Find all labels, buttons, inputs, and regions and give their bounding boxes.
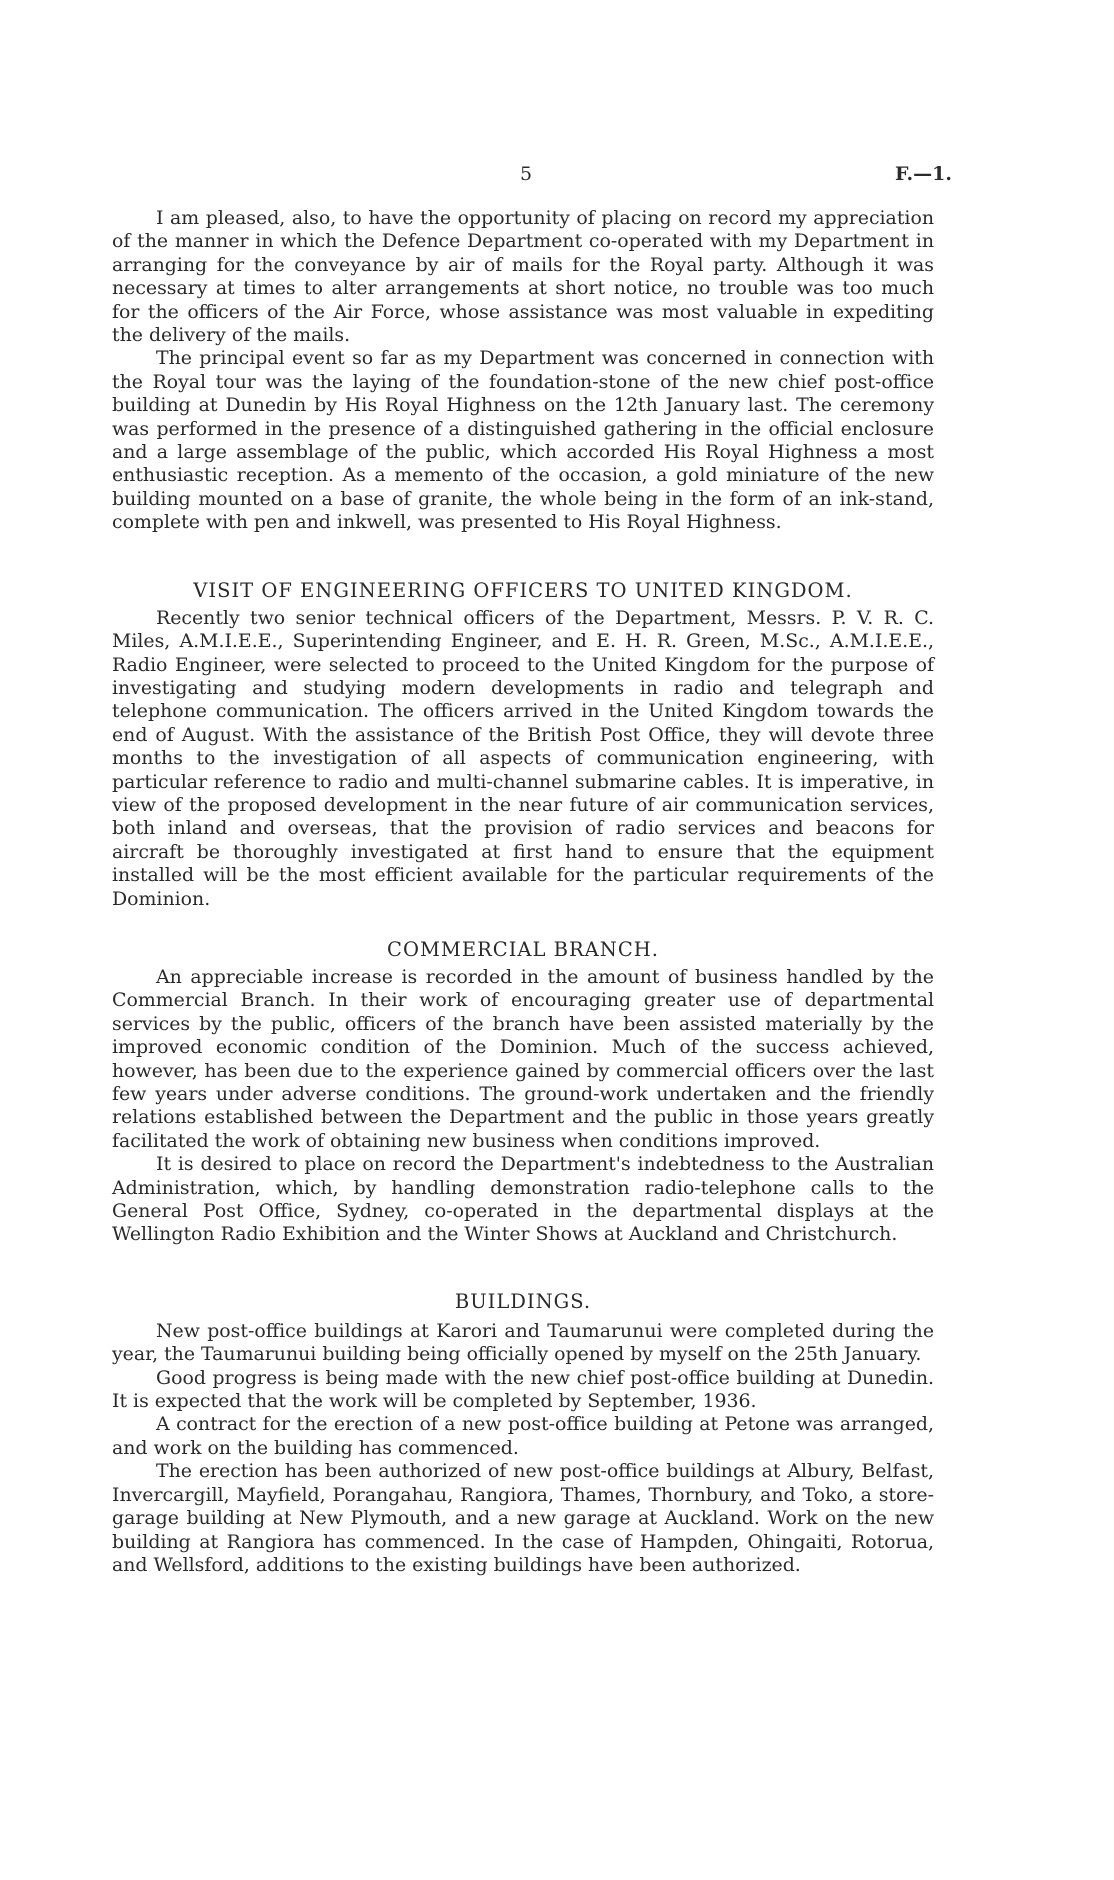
page-header bbox=[0, 163, 1114, 193]
paragraph: The principal event so far as my Department was concerned in connection with the Royal tour was the laying of the foundation-stone of the new chief post-office building at Dunedin by His Royal Highness on the 12th January last. The ceremony was performed in the presence of a distinguished gathering in the official enclosure and a large assemblage of the public, which accorded His Royal Highness a most enthusiastic reception. As a memento of the occasion, a gold miniature of the new building mounted on a base of granite, the whole being in the form of an ink-stand, complete with pen and inkwell, was presented to His Royal Highness. bbox=[112, 347, 934, 534]
section-heading-visit: VISIT OF ENGINEERING OFFICERS TO UNITED KINGDOM. bbox=[193, 578, 853, 602]
section-heading-commercial: COMMERCIAL BRANCH. bbox=[387, 937, 659, 961]
page-number: 5 bbox=[520, 163, 533, 185]
document-reference: F.—1. bbox=[894, 163, 952, 185]
document-body bbox=[112, 207, 934, 1577]
paragraph: Good progress is being made with the new chief post-office building at Dunedin. It is expected that the work will be completed by September, 1936. bbox=[112, 1366, 934, 1413]
paragraph: New post-office buildings at Karori and Taumarunui were completed during the year, the Taumarunui building being officially opened by myself on the 25th January. bbox=[112, 1319, 934, 1366]
paragraph: An appreciable increase is recorded in the amount of business handled by the Commercial Branch. In their work of encouraging greater use of departmental services by the public, officers of the branch have been assisted materially by the improved economic condition of the Dominion. Much of the success achieved, however, has been due to the experience gained by commercial officers over the last few years under adverse conditions. The ground-work undertaken and the friendly relations established between the Department and the public in those years greatly facilitated the work of obtaining new business when conditions improved. bbox=[112, 965, 934, 1152]
section-heading-buildings: BUILDINGS. bbox=[454, 1289, 592, 1313]
paragraph: A contract for the erection of a new post-office building at Petone was arranged, and work on the building has commenced. bbox=[112, 1413, 934, 1459]
paragraph: Recently two senior technical officers of the Department, Messrs. P. V. R. C. Miles, A.M.I.E.E., Superintending Engineer, and E. H. R. Green, M.Sc., A.M.I.E.E., Radio Engineer, were selected to proceed to the United Kingdom for the purpose of investigating and studying modern developments in radio and telegraph and telephone communication. The officers arrived in the United Kingdom towards the end of August. With the assistance of the British Post Office, they will devote three months to the investigation of all aspects of communication engineering, with particular reference to radio and multi-channel submarine cables. It is imperative, in view of the proposed development in the near future of air communication services, both inland and overseas, that the provision of radio services and beacons for aircraft be thoroughly investigated at first hand to ensure that the equipment installed will be the most efficient available for the particular requirements of the Dominion. bbox=[112, 606, 934, 910]
paragraph: It is desired to place on record the Department's indebtedness to the Australian Administration, which, by handling demonstration radio-telephone calls to the General Post Office, Sydney, co-operated in the departmental displays at the Wellington Radio Exhibition and the Winter Shows at Auckland and Christchurch. bbox=[112, 1153, 934, 1246]
paragraph: The erection has been authorized of new post-office buildings at Albury, Belfast, Invercargill, Mayfield, Porangahau, Rangiora, Thames, Thornbury, and Toko, a store-garage building at New Plymouth, and a new garage at Auckland. Work on the new building at Rangiora has commenced. In the case of Hampden, Ohingaiti, Rotorua, and Wellsford, additions to the existing buildings have been authorized. bbox=[112, 1460, 934, 1576]
paragraph: I am pleased, also, to have the opportunity of placing on record my appreciation of the manner in which the Defence Department co-operated with my Department in arranging for the conveyance by air of mails for the Royal party. Although it was necessary at times to alter arrangements at short notice, no trouble was too much for the officers of the Air Force, whose assistance was most valuable in expediting the delivery of the mails. bbox=[112, 207, 934, 347]
